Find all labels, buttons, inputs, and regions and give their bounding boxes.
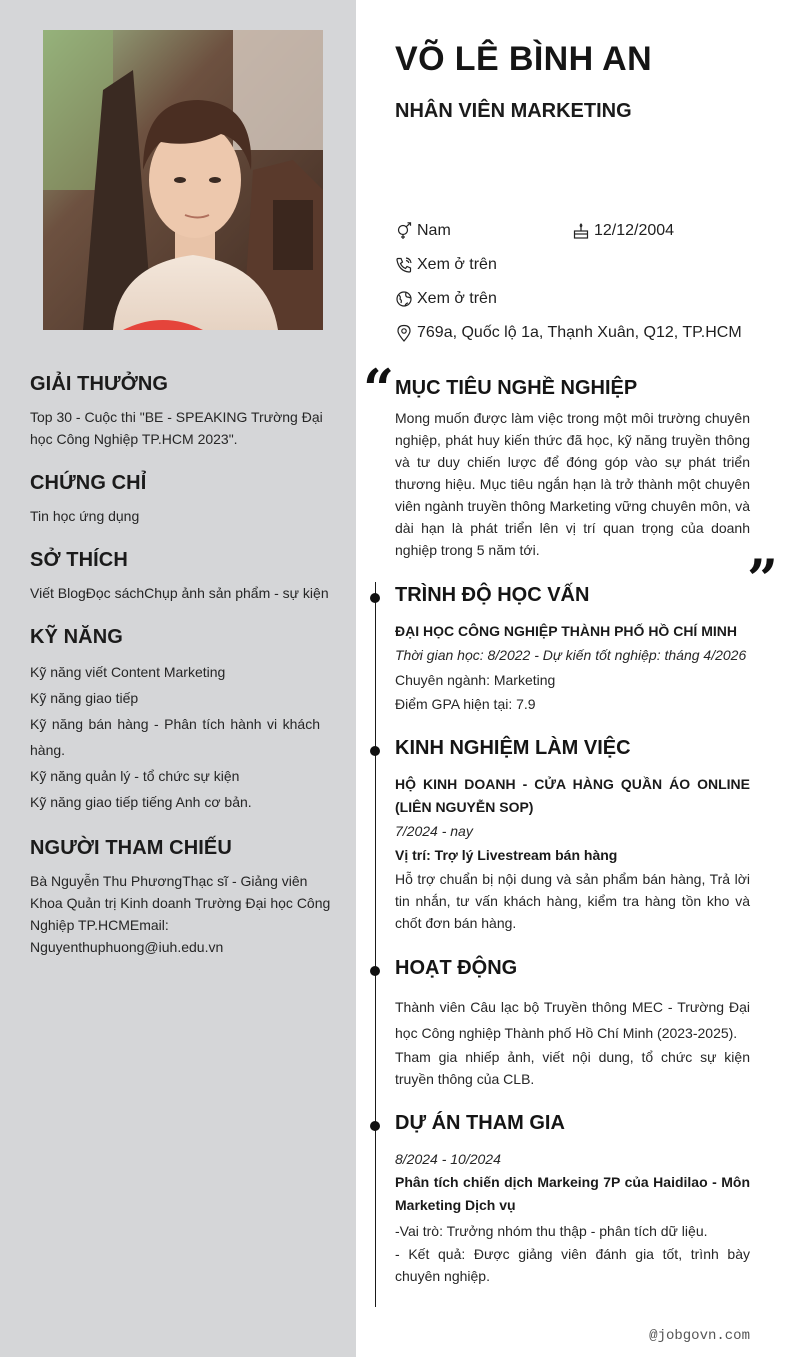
gender-icon bbox=[395, 222, 413, 240]
job-title: NHÂN VIÊN MARKETING bbox=[395, 100, 632, 122]
gpa: Điểm GPA hiện tại: 7.9 bbox=[395, 696, 536, 712]
activities-details bbox=[395, 994, 750, 1090]
school-name: ĐẠI HỌC CÔNG NGHIỆP THÀNH PHỐ HỒ CHÍ MINH bbox=[395, 623, 737, 639]
skills-title: KỸ NĂNG bbox=[30, 626, 123, 648]
address-row bbox=[395, 324, 742, 342]
address-value: 769a, Quốc lộ 1a, Thạnh Xuân, Q12, TP.HCM bbox=[417, 324, 742, 341]
birthdate-value: 12/12/2004 bbox=[594, 222, 675, 239]
major: Chuyên ngành: Marketing bbox=[395, 672, 556, 688]
watermark: @jobgovn.com bbox=[649, 1328, 750, 1344]
certificates-text: Tin học ứng dụng bbox=[30, 508, 140, 524]
sidebar bbox=[0, 0, 356, 1357]
skills-section bbox=[30, 626, 320, 815]
quote-open-icon: “ bbox=[363, 357, 395, 421]
birthdate-row bbox=[572, 222, 674, 240]
activity-line: Thành viên Câu lạc bộ Truyền thông MEC - Trường Đại học Công nghiệp Thành phố Hồ Chí Minh (2023-2025). bbox=[395, 999, 750, 1041]
awards-title: GIẢI THƯỞNG bbox=[30, 373, 169, 395]
hobbies-title: SỞ THÍCH bbox=[30, 549, 128, 571]
job-description: Hỗ trợ chuẩn bị nội dung và sản phẩm bán hàng, Trả lời tin nhắn, tư vấn khách hàng, kiểm tra hàng tồn kho và chốt đơn bán hàng. bbox=[395, 871, 750, 931]
work-period: 7/2024 - nay bbox=[395, 823, 473, 839]
hobbies-section bbox=[30, 549, 336, 604]
portrait-image bbox=[43, 30, 323, 330]
timeline-line bbox=[375, 582, 376, 1307]
phone-row bbox=[395, 256, 497, 274]
awards-section bbox=[30, 373, 336, 450]
education-title: TRÌNH ĐỘ HỌC VẤN bbox=[395, 584, 590, 606]
hobbies-text: Viết BlogĐọc sáchChụp ảnh sản phẩm - sự kiện bbox=[30, 585, 329, 601]
timeline-dot bbox=[370, 593, 380, 603]
references-title: NGƯỜI THAM CHIẾU bbox=[30, 837, 232, 859]
activity-line: Tham gia nhiếp ảnh, viết nội dung, tổ chức sự kiện truyền thông của CLB. bbox=[395, 1049, 750, 1087]
projects-details bbox=[395, 1148, 750, 1287]
experience-details bbox=[395, 773, 750, 934]
skill-item: Kỹ năng quản lý - tổ chức sự kiện bbox=[30, 768, 240, 784]
project-result: - Kết quả: Được giảng viên đánh gia tốt, trình bày chuyên nghiệp. bbox=[395, 1246, 750, 1284]
projects-title: DỰ ÁN THAM GIA bbox=[395, 1112, 565, 1134]
candidate-name: VÕ LÊ BÌNH AN bbox=[395, 40, 653, 78]
references-section bbox=[30, 837, 336, 958]
project-name: Phân tích chiến dịch Markeing 7P của Haidilao - Môn Marketing Dịch vụ bbox=[395, 1174, 750, 1213]
birthday-cake-icon bbox=[572, 222, 590, 240]
company-name: HỘ KINH DOANH - CỬA HÀNG QUẦN ÁO ONLINE (LIÊN NGUYỄN SOP) bbox=[395, 776, 750, 815]
education-details bbox=[395, 620, 750, 716]
skill-item: Kỹ năng giao tiếp tiếng Anh cơ bản. bbox=[30, 794, 252, 810]
timeline-dot bbox=[370, 966, 380, 976]
awards-text: Top 30 - Cuộc thi "BE - SPEAKING Trường Đại học Công Nghiệp TP.HCM 2023". bbox=[30, 409, 323, 447]
gender-row bbox=[395, 222, 451, 240]
project-period: 8/2024 - 10/2024 bbox=[395, 1151, 501, 1167]
timeline-dot bbox=[370, 746, 380, 756]
job-role: Vị trí: Trợ lý Livestream bán hàng bbox=[395, 847, 618, 863]
certificates-section bbox=[30, 472, 336, 527]
main-content bbox=[356, 0, 790, 1357]
skill-item: Kỹ năng giao tiếp bbox=[30, 690, 139, 706]
globe-icon bbox=[395, 290, 413, 308]
phone-value: Xem ở trên bbox=[417, 256, 497, 273]
study-period: Thời gian học: 8/2022 - Dự kiến tốt nghiệp: tháng 4/2026 bbox=[395, 647, 747, 663]
website-row bbox=[395, 290, 497, 308]
phone-icon bbox=[395, 256, 413, 274]
timeline-dot bbox=[370, 1121, 380, 1131]
project-role: -Vai trò: Trưởng nhóm thu thập - phân tích dữ liệu. bbox=[395, 1223, 708, 1239]
experience-title: KINH NGHIỆM LÀM VIỆC bbox=[395, 737, 631, 759]
activities-title: HOẠT ĐỘNG bbox=[395, 957, 518, 979]
skill-item: Kỹ năng viết Content Marketing bbox=[30, 664, 226, 680]
profile-photo bbox=[43, 30, 323, 330]
quote-close-icon: ” bbox=[747, 547, 779, 611]
references-text: Bà Nguyễn Thu PhươngThạc sĩ - Giảng viên Khoa Quản trị Kinh doanh Trường Đại học Công Nghiệp TP.HCMEmail: Nguyenthuphuong@iuh.edu.vn bbox=[30, 873, 331, 955]
gender-value: Nam bbox=[417, 222, 451, 239]
objective-title: MỤC TIÊU NGHỀ NGHIỆP bbox=[395, 377, 638, 399]
objective-text: Mong muốn được làm việc trong một môi trường chuyên nghiệp, phát huy kiến thức đã học, kỹ năng truyền thông và tư duy chiến lược để đóng góp vào sự phát triển thương hiệu. Mục tiêu ngắn hạn là trở thành một chuyên viên ngành truyền thông Marketing vững chuyên môn, và dài hạn là phát triển lên vị trí quan trọng của doanh nghiệp trong 5 năm tới. bbox=[395, 410, 750, 558]
website-value: Xem ở trên bbox=[417, 290, 497, 307]
skill-item: Kỹ năng bán hàng - Phân tích hành vi khách hàng. bbox=[30, 716, 320, 758]
certificates-title: CHỨNG CHỈ bbox=[30, 472, 147, 494]
map-pin-icon bbox=[395, 324, 413, 342]
